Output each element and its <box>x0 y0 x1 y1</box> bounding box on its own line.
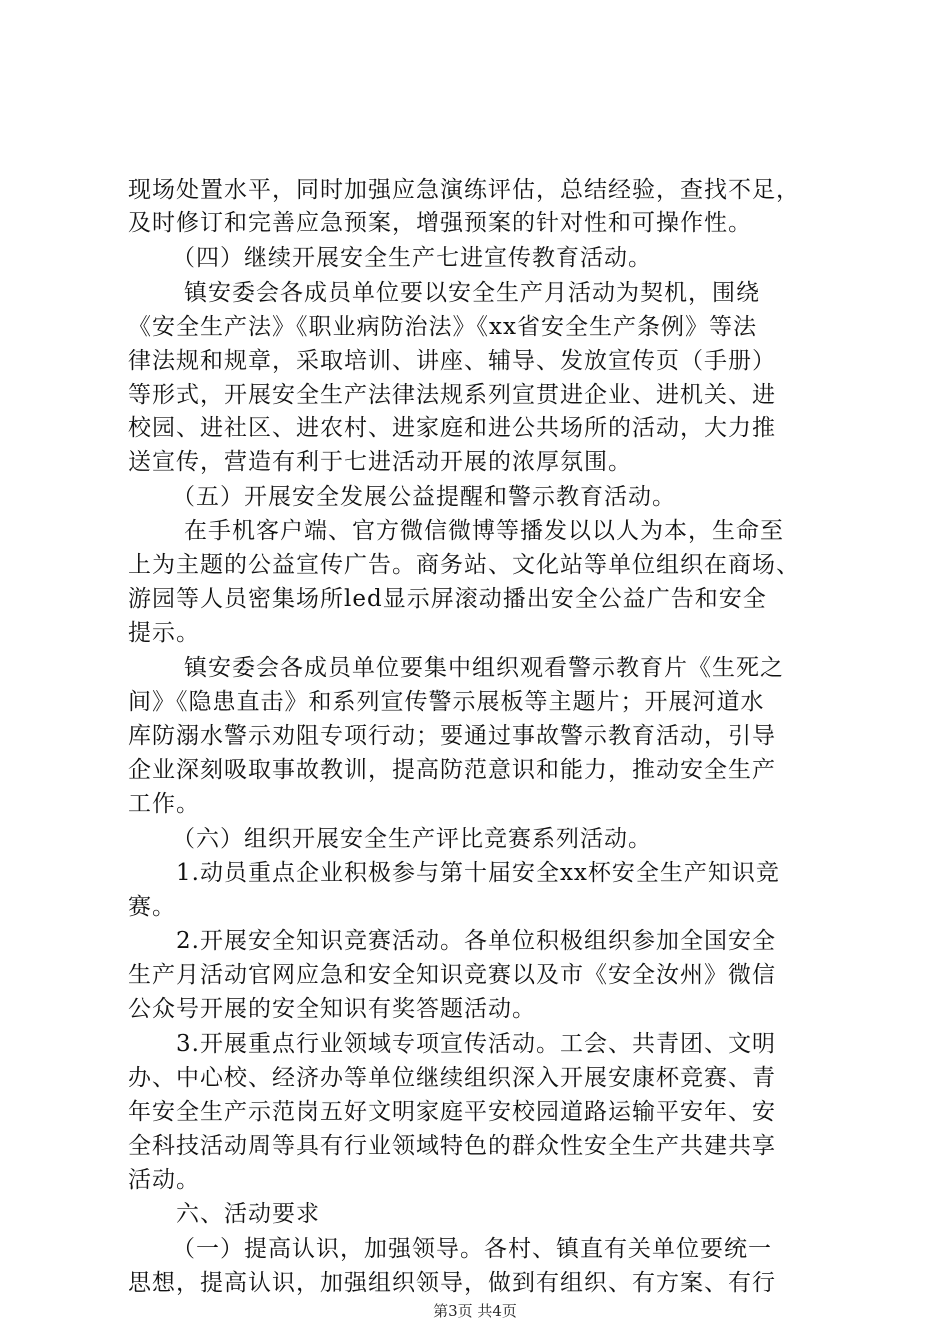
text-line: 1.动员重点企业积极参与第十届安全xx杯安全生产知识竞 <box>176 860 780 886</box>
text-line: 校园、进社区、进农村、进家庭和进公共场所的活动，大力推 <box>128 415 776 441</box>
text-line: 年安全生产示范岗五好文明家庭平安校园道路运输平安年、安 <box>128 1099 776 1125</box>
text-line: 律法规和规章，采取培训、讲座、辅导、发放宣传页（手册） <box>128 348 776 374</box>
text-line: 公众号开展的安全知识有奖答题活动。 <box>128 996 536 1022</box>
text-line: 库防溺水警示劝阻专项行动；要通过事故警示教育活动，引导 <box>128 723 776 749</box>
text-line: 生产月活动官网应急和安全知识竞赛以及市《安全汝州》微信 <box>128 962 776 988</box>
text-line: 思想，提高认识，加强组织领导，做到有组织、有方案、有行 <box>128 1270 776 1296</box>
text-line: 现场处置水平，同时加强应急演练评估，总结经验，查找不足， <box>128 177 800 203</box>
text-line: 2.开展安全知识竞赛活动。各单位积极组织参加全国安全 <box>176 928 776 954</box>
text-line: 等形式，开展安全生产法律法规系列宣贯进企业、进机关、进 <box>128 382 776 408</box>
text-line: 在手机客户端、官方微信微博等播发以以人为本，生命至 <box>184 518 784 544</box>
text-line: 送宣传，营造有利于七进活动开展的浓厚氛围。 <box>128 449 632 475</box>
section-heading: （六）组织开展安全生产评比竞赛系列活动。 <box>172 826 652 852</box>
text-line: 提示。 <box>128 620 200 646</box>
text-line: 办、中心校、经济办等单位继续组织深入开展安康杯竞赛、青 <box>128 1065 776 1091</box>
section-heading: （五）开展安全发展公益提醒和警示教育活动。 <box>172 484 676 510</box>
text-line: 活动。 <box>128 1167 200 1193</box>
text-line: 3.开展重点行业领域专项宣传活动。工会、共青团、文明 <box>176 1031 776 1057</box>
text-line: 间》《隐患直击》和系列宣传警示展板等主题片；开展河道水 <box>128 689 765 715</box>
text-line: 全科技活动周等具有行业领域特色的群众性安全生产共建共享 <box>128 1133 776 1159</box>
page-number: 第3页 共4页 <box>433 1302 517 1320</box>
text-line: 及时修订和完善应急预案，增强预案的针对性和可操作性。 <box>128 210 752 236</box>
text-line: 赛。 <box>128 894 176 920</box>
text-line: 《安全生产法》《职业病防治法》《xx省安全生产条例》等法 <box>128 314 757 340</box>
text-line: 镇安委会各成员单位要以安全生产月活动为契机，围绕 <box>184 280 760 306</box>
section-heading: 六、活动要求 <box>176 1201 320 1227</box>
text-line: （一）提高认识，加强领导。各村、镇直有关单位要统一 <box>172 1236 772 1262</box>
text-line: 游园等人员密集场所led显示屏滚动播出安全公益广告和安全 <box>128 586 767 612</box>
text-line: 工作。 <box>128 791 200 817</box>
text-line: 企业深刻吸取事故教训，提高防范意识和能力，推动安全生产 <box>128 757 776 783</box>
text-line: 上为主题的公益宣传广告。商务站、文化站等单位组织在商场、 <box>128 552 800 578</box>
section-heading: （四）继续开展安全生产七进宣传教育活动。 <box>172 245 652 271</box>
text-line: 镇安委会各成员单位要集中组织观看警示教育片《生死之 <box>184 655 784 681</box>
